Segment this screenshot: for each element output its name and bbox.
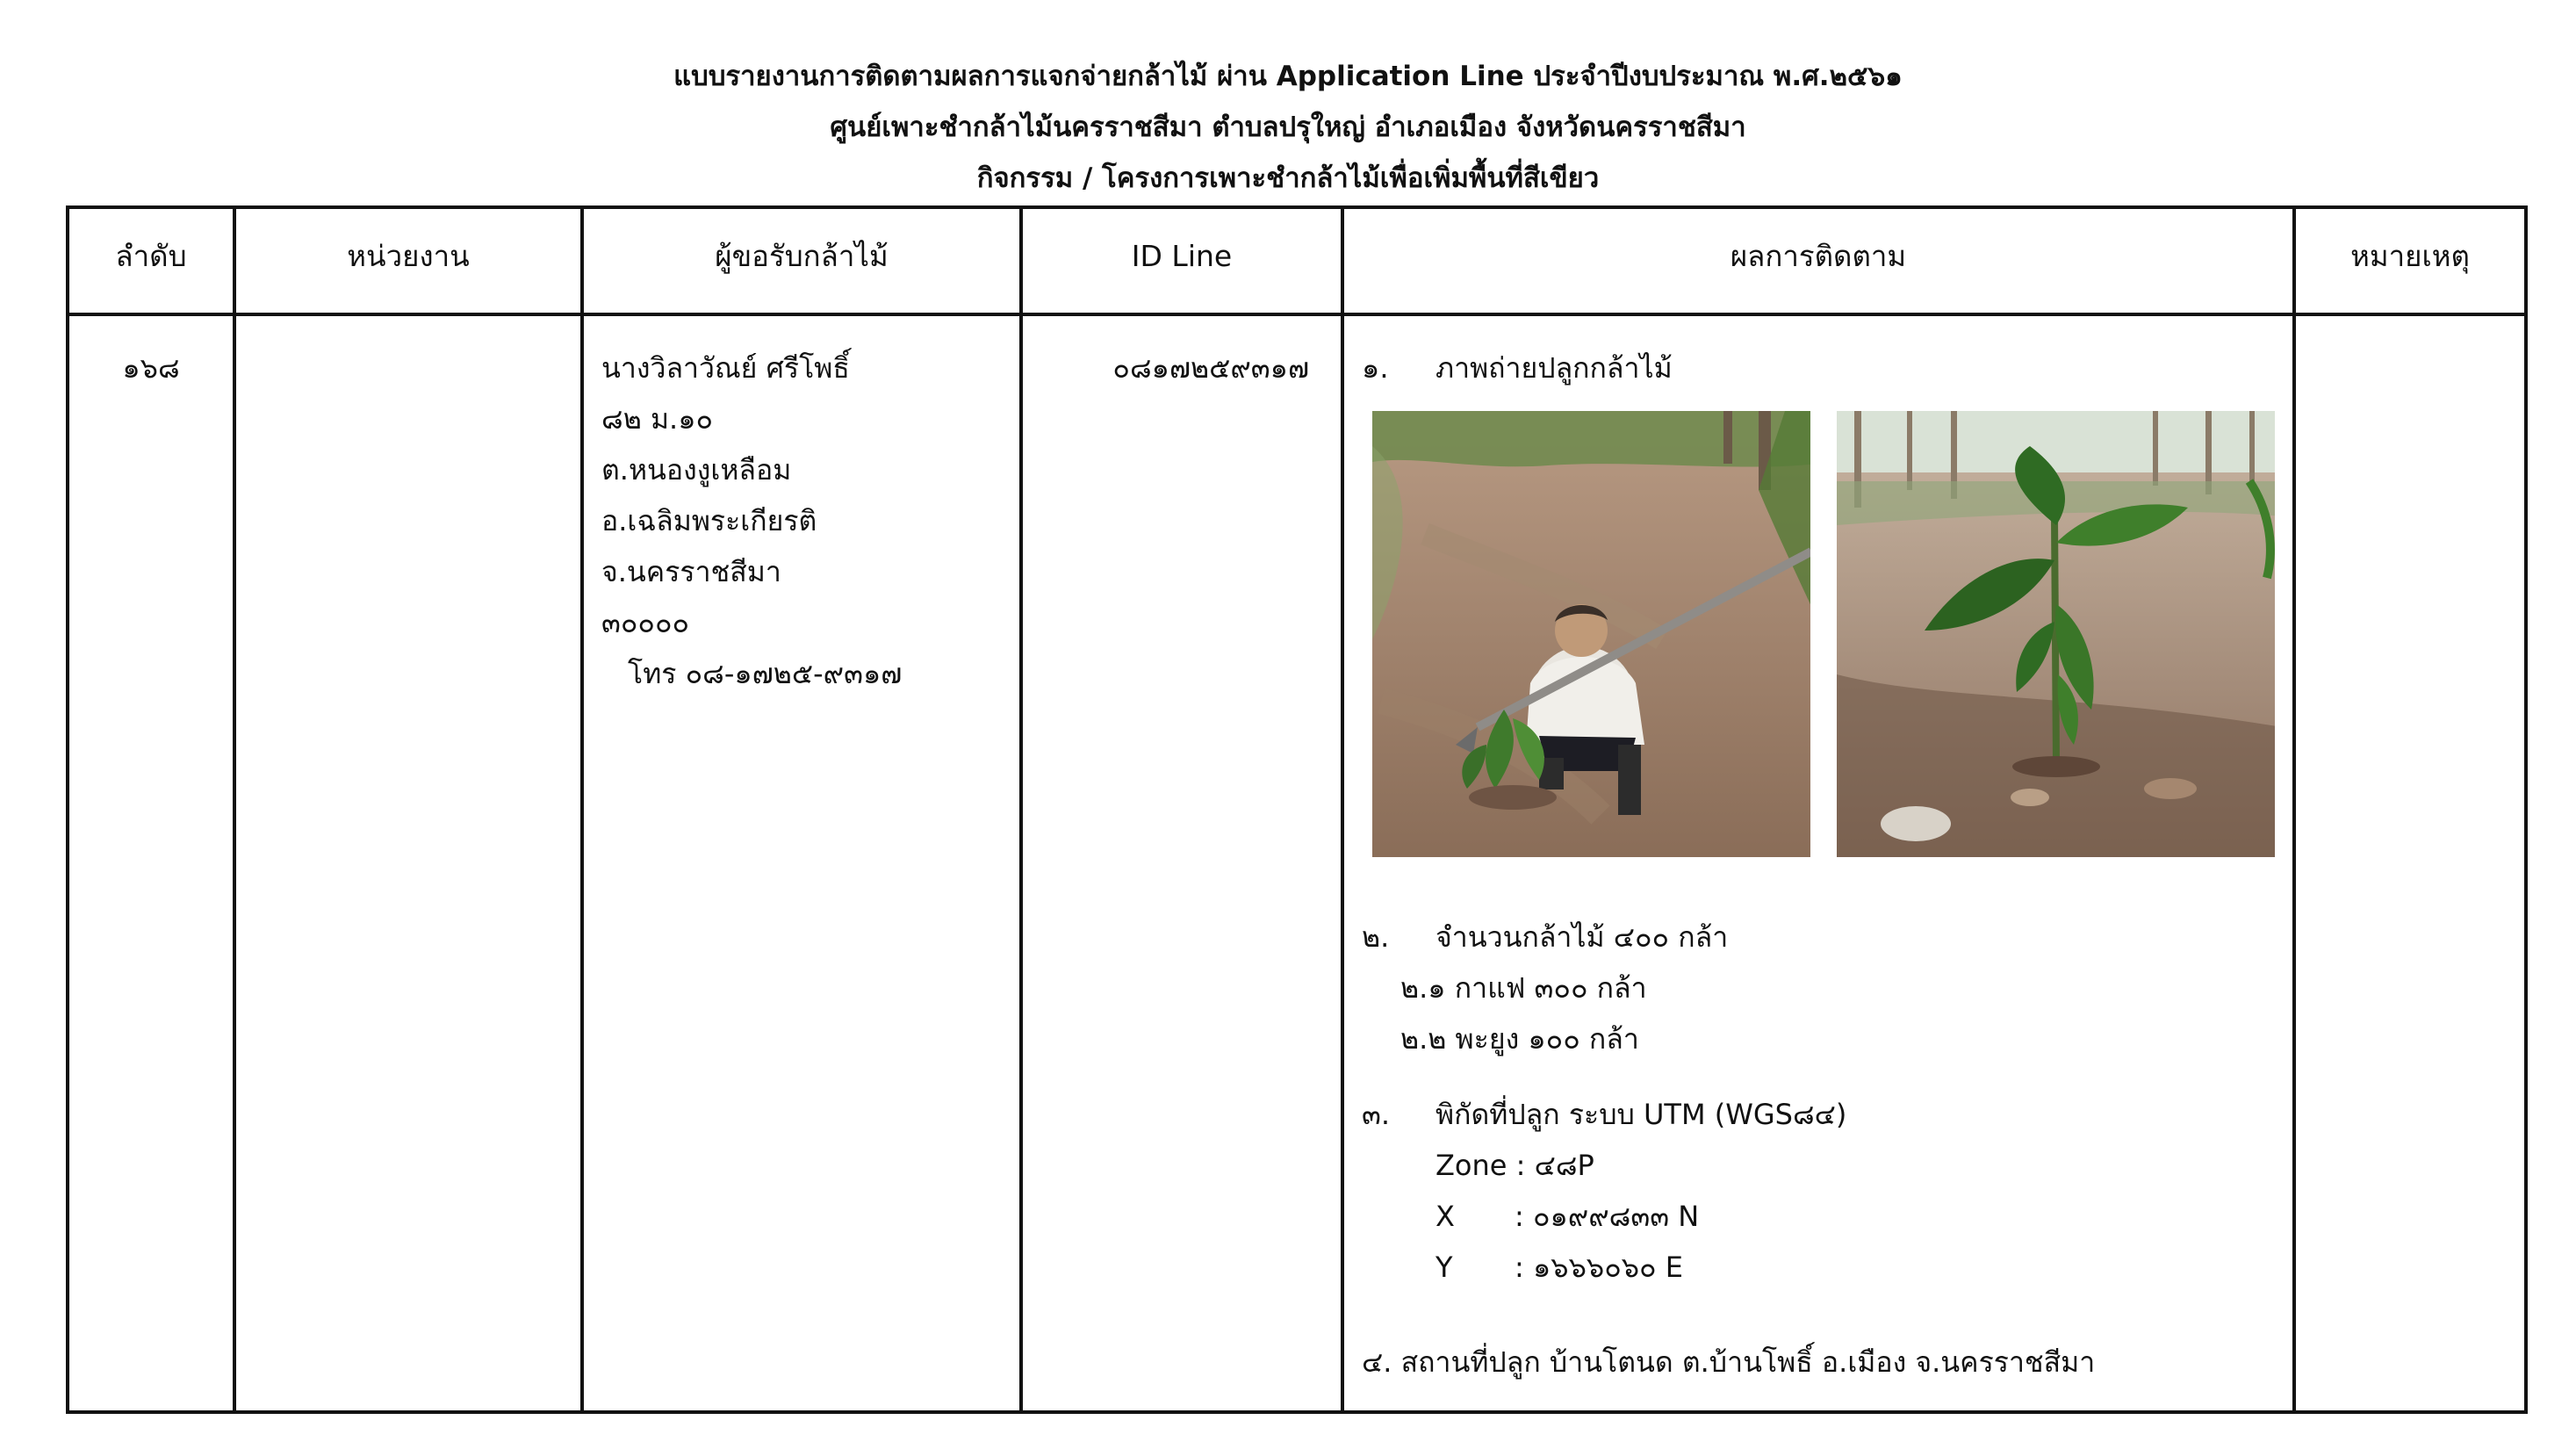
result-item-3-label: พิกัดที่ปลูก ระบบ UTM (WGS๘๔) bbox=[1436, 1098, 1847, 1131]
planting-photos bbox=[1372, 411, 2275, 857]
result-item-4: ๔. สถานที่ปลูก บ้านโตนด ต.บ้านโพธิ์ อ.เมือง จ.นครราชสีมา bbox=[1362, 1345, 2096, 1379]
column-header-recipient: ผู้ขอรับกล้าไม้ bbox=[582, 207, 1021, 314]
coordinate-x bbox=[1362, 1191, 2275, 1242]
recipient-address-1: ๘๒ ม.๑๐ bbox=[601, 402, 714, 436]
coordinate-y-value: : ๑๖๖๖๐๖๐ E bbox=[1515, 1251, 1683, 1284]
recipient-address-3: อ.เฉลิมพระเกียรติ bbox=[601, 504, 817, 537]
result-item-3-number: ๓. bbox=[1362, 1098, 1391, 1131]
result-item-2 bbox=[1362, 912, 2275, 962]
report-activity: กิจกรรม / โครงการเพาะชำกล้าไม้เพื่อเพิ่มพื้นที่สีเขียว bbox=[976, 162, 1600, 194]
result-item-2-label: จำนวนกล้าไม้ ๔๐๐ กล้า bbox=[1436, 920, 1729, 954]
recipient-address-4: จ.นครราชสีมา bbox=[601, 555, 781, 588]
table-row bbox=[68, 314, 2526, 1412]
column-header-agency: หน่วยงาน bbox=[234, 207, 582, 314]
result-item-1-label: ภาพถ่ายปลูกกล้าไม้ bbox=[1436, 351, 1673, 385]
row-recipient bbox=[582, 314, 1021, 1412]
coordinate-y-key: Y bbox=[1436, 1251, 1453, 1284]
row-result bbox=[1342, 314, 2294, 1412]
coordinate-zone: Zone : ๔๘P bbox=[1436, 1149, 1594, 1182]
result-item-2-2: ๒.๒ พะยูง ๑๐๐ กล้า bbox=[1400, 1022, 1639, 1056]
result-item-1-number: ๑. bbox=[1362, 351, 1389, 385]
coordinate-x-value: : ๐๑๙๙๘๓๓ N bbox=[1515, 1200, 1700, 1233]
report-header bbox=[0, 51, 2576, 204]
report-table bbox=[66, 205, 2528, 1414]
row-number: ๑๖๘ bbox=[68, 314, 234, 1412]
report-office: ศูนย์เพาะชำกล้าไม้นครราชสีมา ตำบลปรุใหญ่ อำเภอเมือง จังหวัดนครราชสีมา bbox=[830, 112, 1746, 143]
row-id-line: ๐๘๑๗๒๕๙๓๑๗ bbox=[1021, 314, 1342, 1412]
result-item-1 bbox=[1362, 342, 2275, 393]
column-header-remark: หมายเหตุ bbox=[2294, 207, 2526, 314]
column-header-no: ลำดับ bbox=[68, 207, 234, 314]
column-header-id-line: ID Line bbox=[1021, 207, 1342, 314]
planting-photo-seedling bbox=[1837, 411, 2275, 857]
table-header-row bbox=[68, 207, 2526, 314]
recipient-address-2: ต.หนองงูเหลือม bbox=[601, 453, 792, 487]
result-item-2-1: ๒.๑ กาแฟ ๓๐๐ กล้า bbox=[1400, 971, 1647, 1005]
coordinate-x-key: X bbox=[1436, 1200, 1455, 1233]
row-agency bbox=[234, 314, 582, 1412]
coordinate-y bbox=[1362, 1242, 2275, 1293]
result-item-2-number: ๒. bbox=[1362, 920, 1390, 954]
planting-photo-person bbox=[1372, 411, 1810, 857]
column-header-result: ผลการติดตาม bbox=[1342, 207, 2294, 314]
recipient-phone: โทร ๐๘-๑๗๒๕-๙๓๑๗ bbox=[628, 657, 903, 690]
row-remark bbox=[2294, 314, 2526, 1412]
recipient-postcode: ๓๐๐๐๐ bbox=[601, 606, 689, 639]
result-item-3 bbox=[1362, 1089, 2275, 1140]
recipient-name: นางวิลาวัณย์ ศรีโพธิ์ bbox=[601, 351, 850, 385]
report-title: แบบรายงานการติดตามผลการแจกจ่ายกล้าไม้ ผ่าน Application Line ประจำปีงบประมาณ พ.ศ.๒๕๖๑ bbox=[673, 61, 1903, 92]
